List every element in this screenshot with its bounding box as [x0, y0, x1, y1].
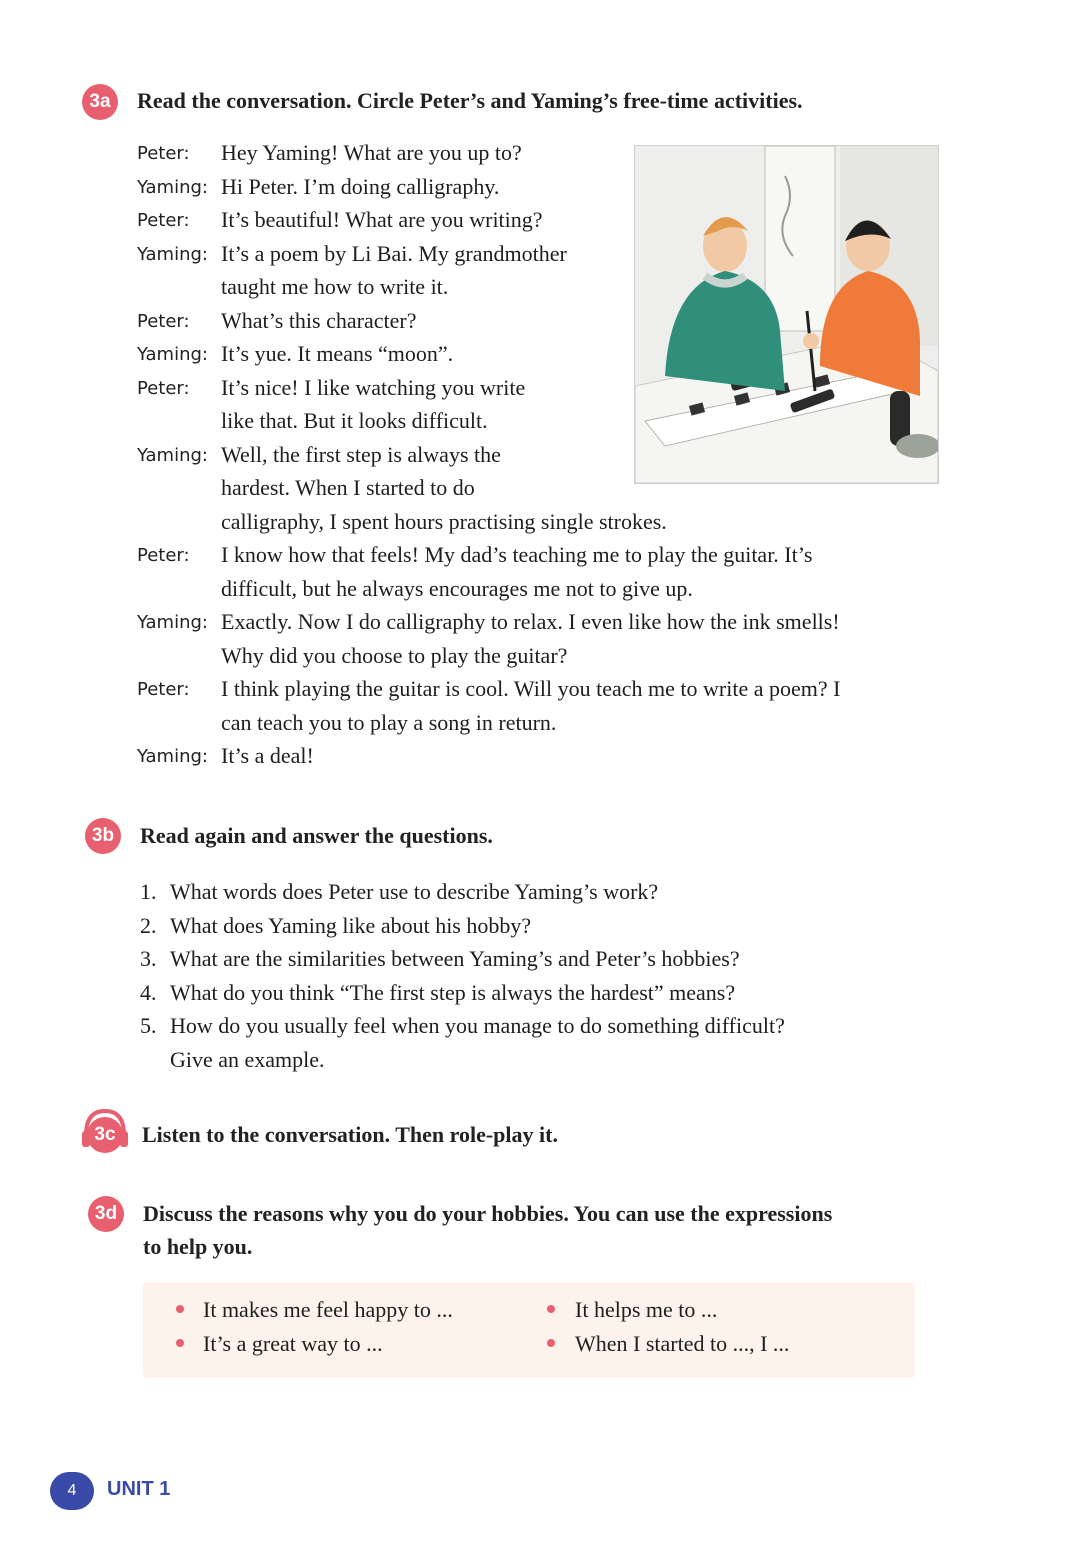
dialogue-text: It’s beautiful! What are you writing? [221, 207, 543, 232]
question-text: What do you think “The first step is always the hardest” means? [170, 980, 736, 1005]
question-item [140, 1009, 785, 1043]
dialogue-line [137, 672, 1020, 706]
bullet [547, 1339, 555, 1347]
speaker-label: Yaming: [137, 244, 208, 265]
speaker-label: Peter: [137, 545, 190, 566]
section-3c-badge: 3c [87, 1117, 123, 1153]
dialogue-text: Exactly. Now I do calligraphy to relax. I even like how the ink smells! [221, 609, 840, 634]
speaker-label: Peter: [137, 210, 190, 231]
speaker-label: Peter: [137, 143, 190, 164]
section-3b-instruction: Read again and answer the questions. [140, 823, 493, 848]
dialogue-text: It’s nice! I like watching you write [221, 375, 526, 400]
question-number: 2. [140, 913, 157, 938]
dialogue-text: It’s a poem by Li Bai. My grandmother [221, 241, 567, 266]
expression-item: It’s a great way to ... [203, 1331, 383, 1356]
dialogue-line [137, 505, 1020, 539]
speaker-label: Yaming: [137, 344, 208, 365]
question-text: Give an example. [170, 1047, 325, 1072]
dialogue-text: Well, the first step is always the [221, 442, 501, 467]
dialogue-text: Hi Peter. I’m doing calligraphy. [221, 174, 500, 199]
speaker-label: Yaming: [137, 445, 208, 466]
section-3c-instruction: Listen to the conversation. Then role-play it. [142, 1122, 558, 1147]
question-item [140, 942, 740, 976]
question-item [140, 976, 735, 1010]
dialogue-text: hardest. When I started to do [221, 475, 475, 500]
question-text: What are the similarities between Yaming’s and Peter’s hobbies? [170, 946, 740, 971]
bullet [176, 1305, 184, 1313]
dialogue-line [137, 538, 1020, 572]
section-3b-badge: 3b [85, 818, 121, 854]
question-number: 5. [140, 1013, 157, 1038]
bullet [547, 1305, 555, 1313]
dialogue-text: I think playing the guitar is cool. Will you teach me to write a poem? I [221, 676, 841, 701]
question-text: What words does Peter use to describe Yaming’s work? [170, 879, 659, 904]
dialogue-line [137, 572, 1020, 606]
dialogue-text: taught me how to write it. [221, 274, 449, 299]
dialogue-text: can teach you to play a song in return. [221, 710, 557, 735]
question-number: 4. [140, 980, 157, 1005]
section-3a-badge: 3a [82, 84, 118, 120]
question-number: 1. [140, 879, 157, 904]
speaker-label: Yaming: [137, 612, 208, 633]
question-text: What does Yaming like about his hobby? [170, 913, 532, 938]
expression-item: It makes me feel happy to ... [203, 1297, 453, 1322]
section-3a-instruction: Read the conversation. Circle Peter’s and Yaming’s free-time activities. [137, 88, 803, 113]
expression-item: When I started to ..., I ... [575, 1331, 790, 1356]
dialogue-text: It’s yue. It means “moon”. [221, 341, 454, 366]
question-number: 3. [140, 946, 157, 971]
question-item [140, 875, 658, 909]
speaker-label: Peter: [137, 679, 190, 700]
section-3d-badge: 3d [88, 1196, 124, 1232]
speaker-label: Yaming: [137, 746, 208, 767]
dialogue-text: calligraphy, I spent hours practising single strokes. [221, 509, 667, 534]
dialogue-text: like that. But it looks difficult. [221, 408, 488, 433]
speaker-label: Peter: [137, 311, 190, 332]
section-3d-instruction-line2: to help you. [143, 1234, 253, 1259]
page-number: 4 [50, 1472, 94, 1510]
calligraphy-illustration [634, 145, 939, 484]
question-item [140, 909, 531, 943]
dialogue-text: difficult, but he always encourages me not to give up. [221, 576, 693, 601]
dialogue-text: It’s a deal! [221, 743, 314, 768]
dialogue-text: Why did you choose to play the guitar? [221, 643, 568, 668]
speaker-label: Yaming: [137, 177, 208, 198]
bullet [176, 1339, 184, 1347]
dialogue-line [137, 739, 1020, 773]
question-text: How do you usually feel when you manage to do something difficult? [170, 1013, 785, 1038]
dialogue-line [137, 639, 1020, 673]
expressions-box [143, 1282, 915, 1378]
dialogue-line [137, 605, 1020, 639]
expression-item: It helps me to ... [575, 1297, 718, 1322]
dialogue-text: Hey Yaming! What are you up to? [221, 140, 522, 165]
dialogue-line [137, 706, 1020, 740]
speaker-label: Peter: [137, 378, 190, 399]
question-item [140, 1043, 325, 1077]
section-3d-instruction-line1: Discuss the reasons why you do your hobbies. You can use the expressions [143, 1201, 833, 1226]
unit-label: UNIT 1 [107, 1478, 171, 1500]
dialogue-text: I know how that feels! My dad’s teaching me to play the guitar. It’s [221, 542, 813, 567]
dialogue-text: What’s this character? [221, 308, 417, 333]
